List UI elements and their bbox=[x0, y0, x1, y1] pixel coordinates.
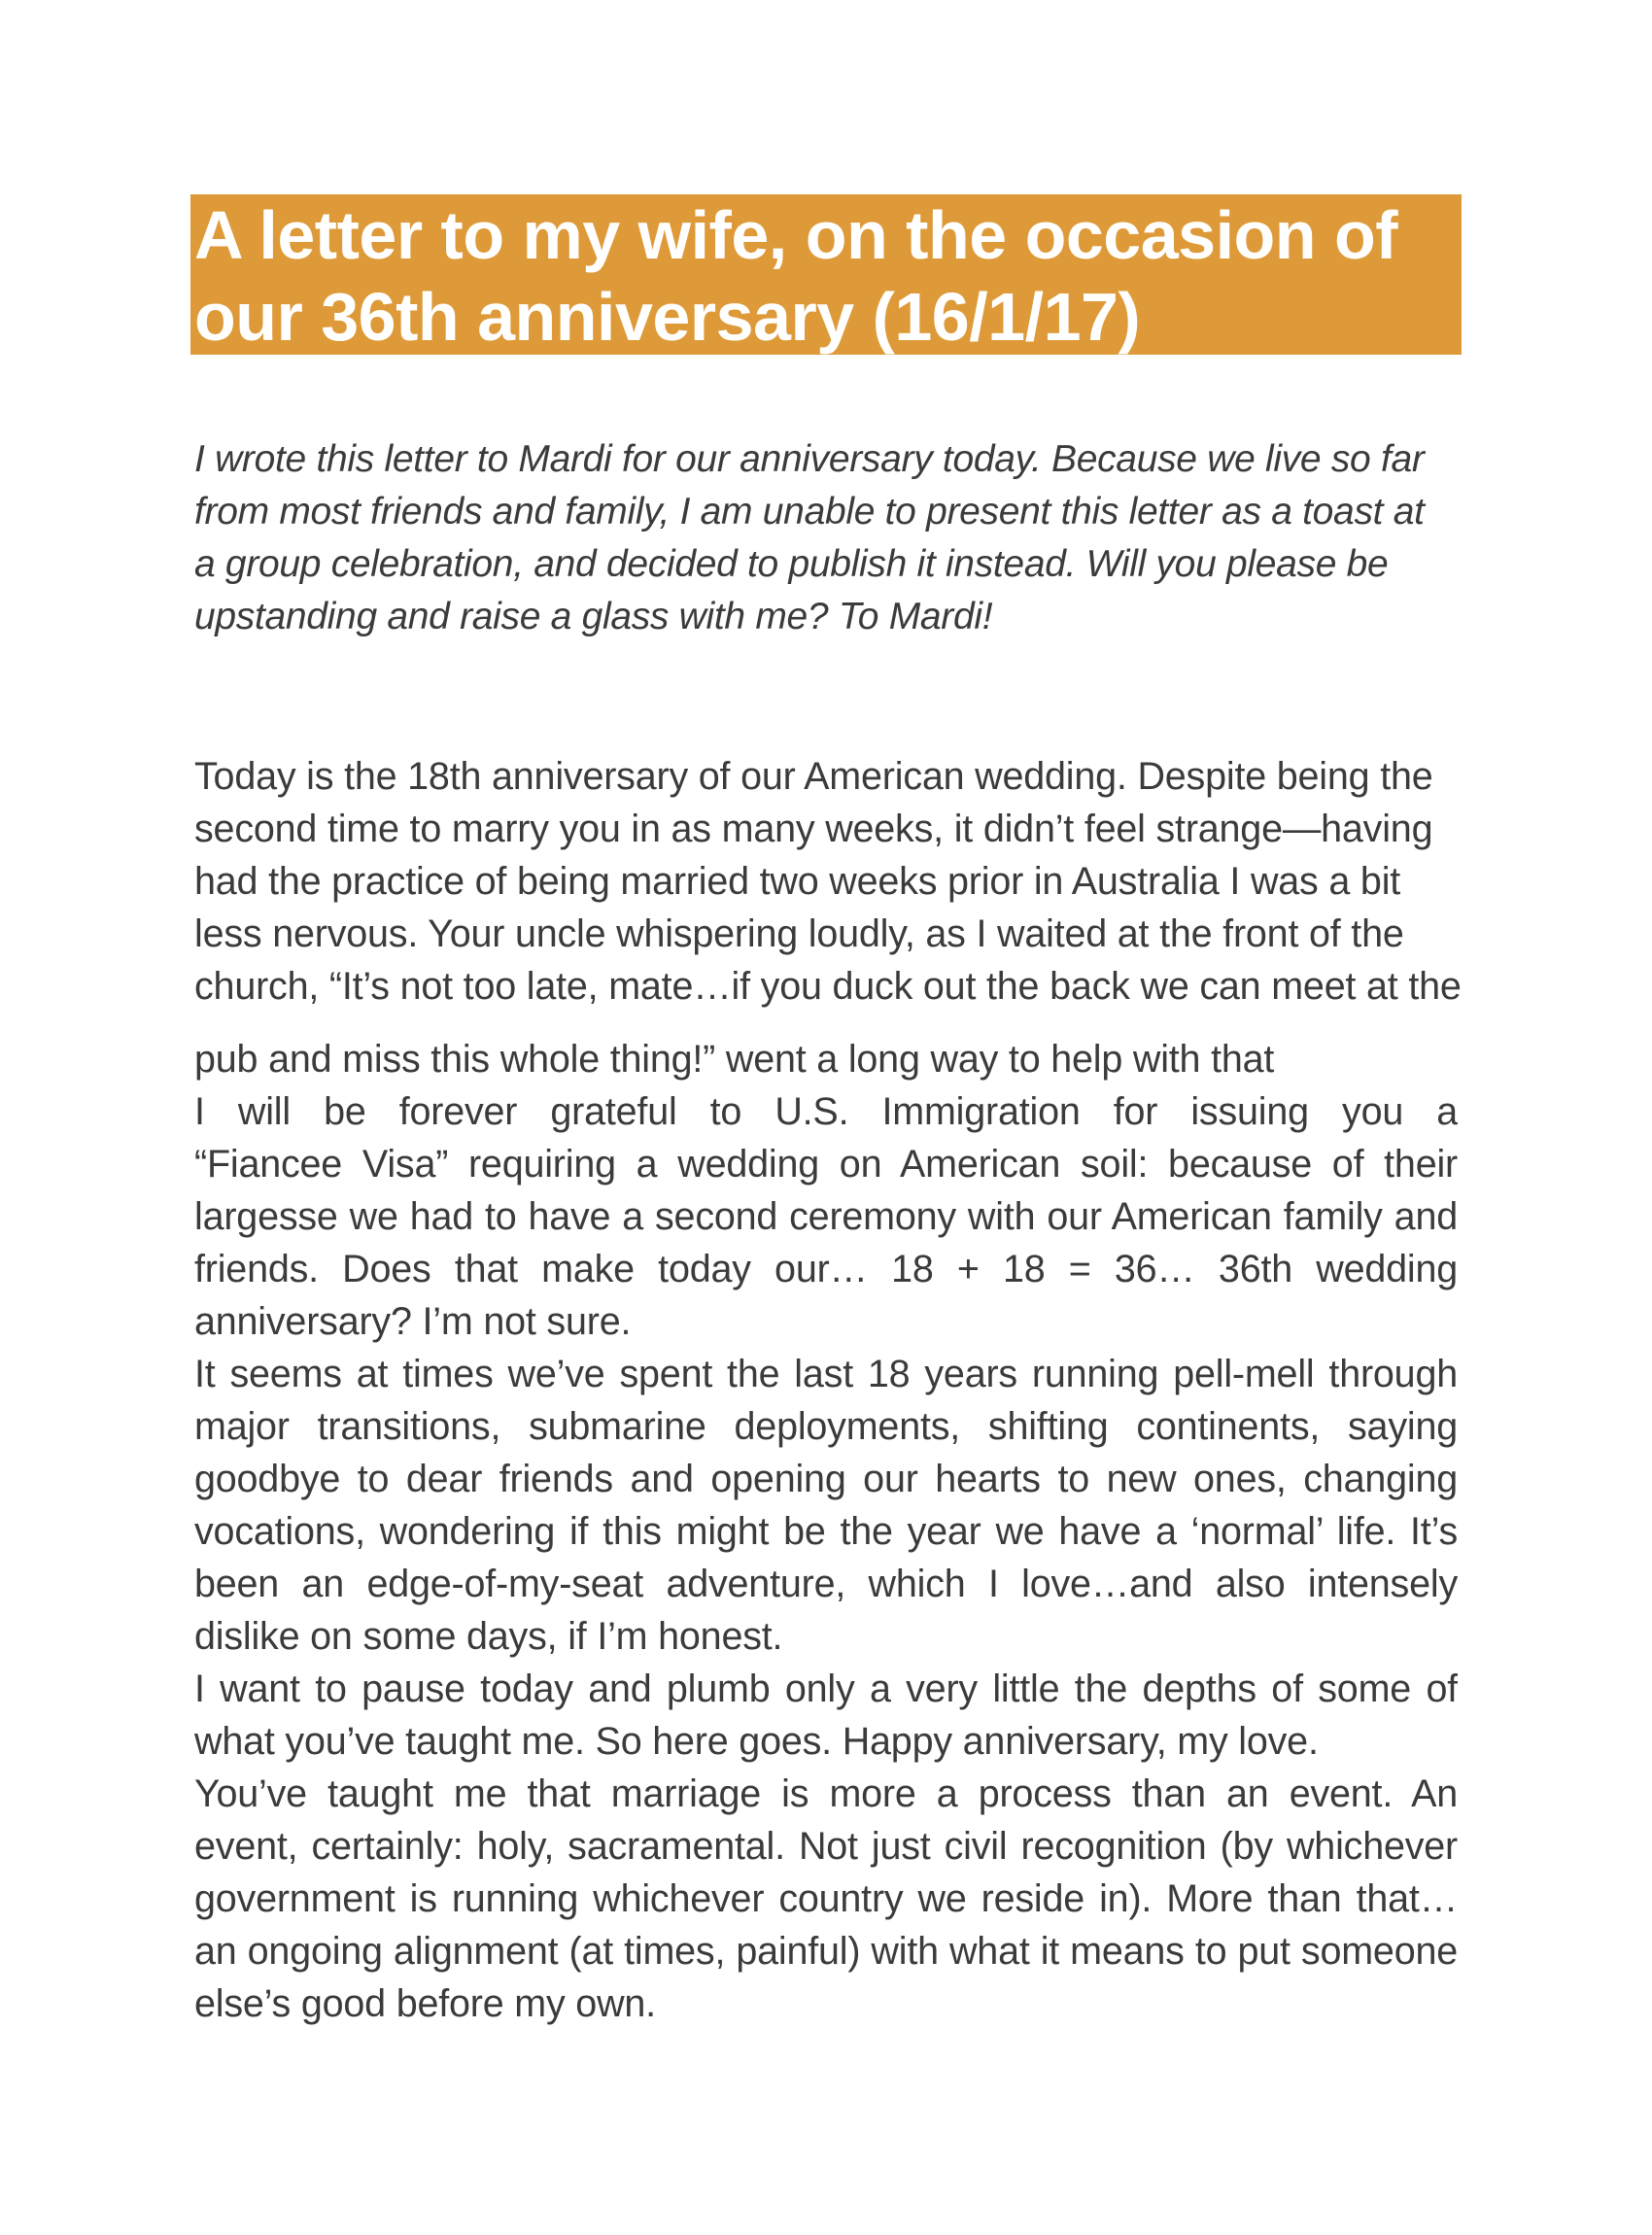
body-line: major transitions, submarine deployments, shifting continents, saying bbox=[194, 1405, 1458, 1448]
body-line: I want to pause today and plumb only a very little the depths of some of bbox=[194, 1668, 1458, 1710]
body-line: I will be forever grateful to U.S. Immigration for issuing you a bbox=[194, 1090, 1458, 1133]
body-line: event, certainly: holy, sacramental. Not just civil recognition (by whichever bbox=[194, 1825, 1458, 1868]
body-line: “Fiancee Visa” requiring a wedding on American soil: because of their bbox=[194, 1143, 1458, 1186]
body-line: an ongoing alignment (at times, painful) with what it means to put someone bbox=[194, 1930, 1458, 1973]
body-line: anniversary? I’m not sure. bbox=[194, 1300, 632, 1343]
body-line: government is running whichever country we reside in). More than that… bbox=[194, 1877, 1458, 1920]
body-line: else’s good before my own. bbox=[194, 1982, 656, 2025]
body-line: friends. Does that make today our… 18 + 18 = 36… 36th wedding bbox=[194, 1248, 1458, 1290]
intro-line: I wrote this letter to Mardi for our anniversary today. Because we live so far bbox=[194, 438, 1425, 480]
intro-line: upstanding and raise a glass with me? To Mardi! bbox=[194, 596, 993, 637]
body-line: You’ve taught me that marriage is more a process than an event. An bbox=[194, 1772, 1458, 1815]
letter-body bbox=[194, 750, 1462, 2030]
body-line: been an edge-of-my-seat adventure, which I love…and also intensely bbox=[194, 1563, 1458, 1605]
body-line: vocations, wondering if this might be the year we have a ‘normal’ life. It’s bbox=[194, 1510, 1458, 1553]
body-line: Today is the 18th anniversary of our American wedding. Despite being the bbox=[194, 755, 1433, 798]
body-line: dislike on some days, if I’m honest. bbox=[194, 1615, 783, 1658]
title-banner bbox=[190, 194, 1462, 355]
page-title-line-2: our 36th anniversary (16/1/17) bbox=[194, 279, 1141, 355]
paragraph-wedding-memory bbox=[194, 750, 1462, 1085]
body-line: It seems at times we’ve spent the last 18 years running pell-mell through bbox=[194, 1353, 1458, 1395]
page-title-line-1: A letter to my wife, on the occasion of bbox=[194, 197, 1398, 273]
intro-note bbox=[194, 433, 1460, 643]
body-line: second time to marry you in as many weeks, it didn’t feel strange—having bbox=[194, 808, 1433, 850]
intro-line: from most friends and family, I am unable to present this letter as a toast at bbox=[194, 491, 1425, 533]
paragraph-pause bbox=[194, 1663, 1458, 1768]
paragraph-marriage-process bbox=[194, 1768, 1458, 2030]
body-line: church, “It’s not too late, mate…if you duck out the back we can meet at the bbox=[194, 965, 1462, 1008]
body-line: goodbye to dear friends and opening our hearts to new ones, changing bbox=[194, 1458, 1458, 1500]
body-line: largesse we had to have a second ceremony with our American family and bbox=[194, 1195, 1458, 1238]
body-line: what you’ve taught me. So here goes. Happy anniversary, my love. bbox=[194, 1720, 1319, 1763]
body-line: less nervous. Your uncle whispering loudly, as I waited at the front of the bbox=[194, 912, 1404, 955]
body-line: pub and miss this whole thing!” went a long way to help with that bbox=[194, 1038, 1275, 1081]
body-line: had the practice of being married two weeks prior in Australia I was a bit bbox=[194, 860, 1401, 903]
paragraph-adventure bbox=[194, 1348, 1458, 1663]
paragraph-immigration bbox=[194, 1085, 1458, 1348]
intro-line: a group celebration, and decided to publish it instead. Will you please be bbox=[194, 543, 1389, 585]
